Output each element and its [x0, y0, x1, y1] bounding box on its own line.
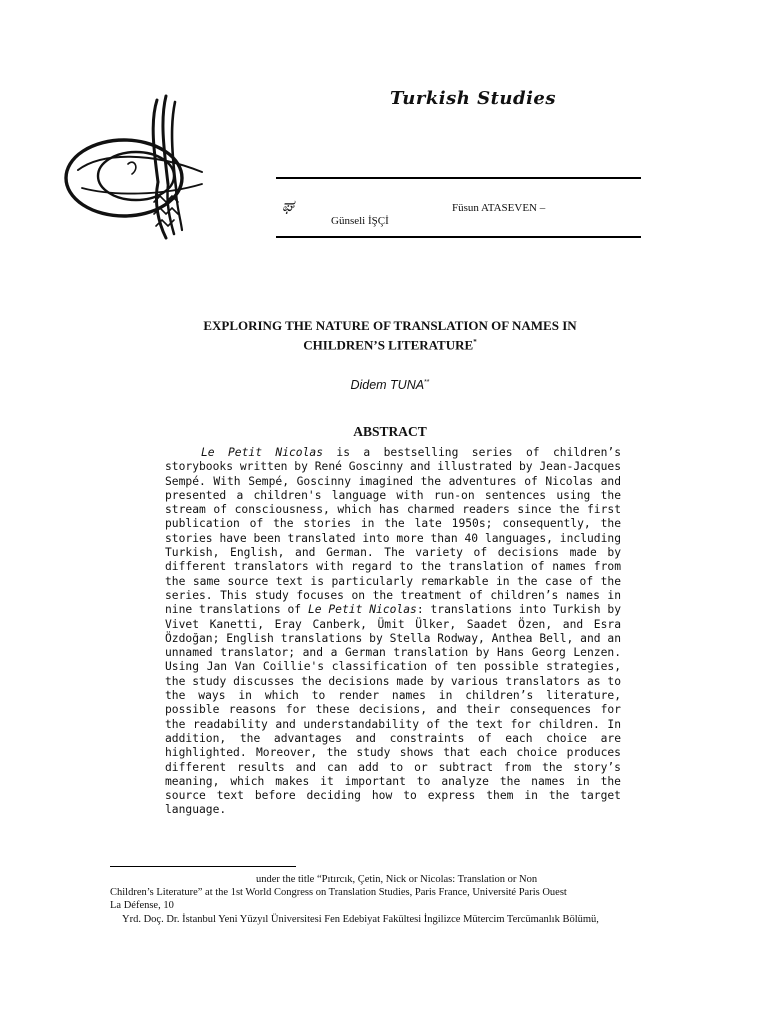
footnote-line: La Défense, 10 [110, 900, 174, 911]
article-title [160, 318, 620, 353]
abstract-body: Le Petit Nicolas is a bestselling series of children’s storybooks written by René Goscinny and illustrated by Jean-Jacques Sempé. With Sempé, Goscinny imagined the adventures of Nicolas and presented a children's language with run-on sentences using the stream of consciousness, which has charmed readers since the first publication of the stories in the late 1950s; consequently, the stories have been translated into more than 40 languages, including Turkish, English, and German. The variety of decisions made by different translators with regard to the translation of names from the same source text is particularly remarkable in the case of the series. This study focuses on the treatment of children’s names in nine translations of Le Petit Nicolas: translations into Turkish by Vivet Kanetti, Eray Canberk, Ümit Ülker, Saadet Özen, and Esra Özdoğan; English translations by Stella Rodway, Anthea Bell, and an unnamed translator; and a German translation by Hans Georg Lenzen. Using Jan Van Coillie's classification of ten possible strategies, the study discusses the decisions made by various translators as to the ways in which to render names in children’s literature, possible reasons for these decisions, and their consequences for the readability and understandability of the text for children. In addition, the advantages and constraints of each choice are highlighted. Moreover, the study shows that each choice produces different results and can add to or subtract from the story’s meaning, which makes it important to analyze the names in the source text before deciding how to express them in the target language. [165, 446, 622, 817]
footnote-rule [110, 866, 296, 867]
journal-tughra-logo [62, 92, 222, 244]
header-rule-bottom [276, 236, 641, 238]
abstract-series-title-2: Le Petit Nicolas [307, 603, 417, 617]
citation-authors-line1: Füsun ATASEVEN – [452, 202, 546, 214]
journal-title: Turkish Studies [390, 88, 557, 109]
fleuron-icon: ಘ [282, 198, 295, 215]
abstract-heading: ABSTRACT [353, 424, 427, 439]
header-rule-top [276, 177, 641, 179]
footnote-line: Children’s Literature” at the 1st World Congress on Translation Studies, Paris France, Université Paris Ouest [110, 887, 567, 898]
citation-authors-line2: Günseli İŞÇİ [331, 215, 389, 227]
author-footnote-marker: ** [424, 378, 430, 386]
footnote-line: under the title “Pıtırcık, Çetin, Nick or Nicolas: Translation or Non [256, 874, 538, 885]
title-footnote-marker: * [473, 338, 477, 346]
abstract-series-title: Le Petit Nicolas [201, 446, 324, 459]
article-author: Didem TUNA** [350, 378, 430, 392]
article-title-line1: EXPLORING THE NATURE OF TRANSLATION OF NAMES IN [203, 318, 577, 333]
article-title-line2: CHILDREN’S LITERATURE* [303, 337, 477, 353]
footnote-line: Yrd. Doç. Dr. İstanbul Yeni Yüzyıl Üniversitesi Fen Edebiyat Fakültesi İngilizce Mütercim Tercümanlık Bölümü, [122, 914, 599, 925]
